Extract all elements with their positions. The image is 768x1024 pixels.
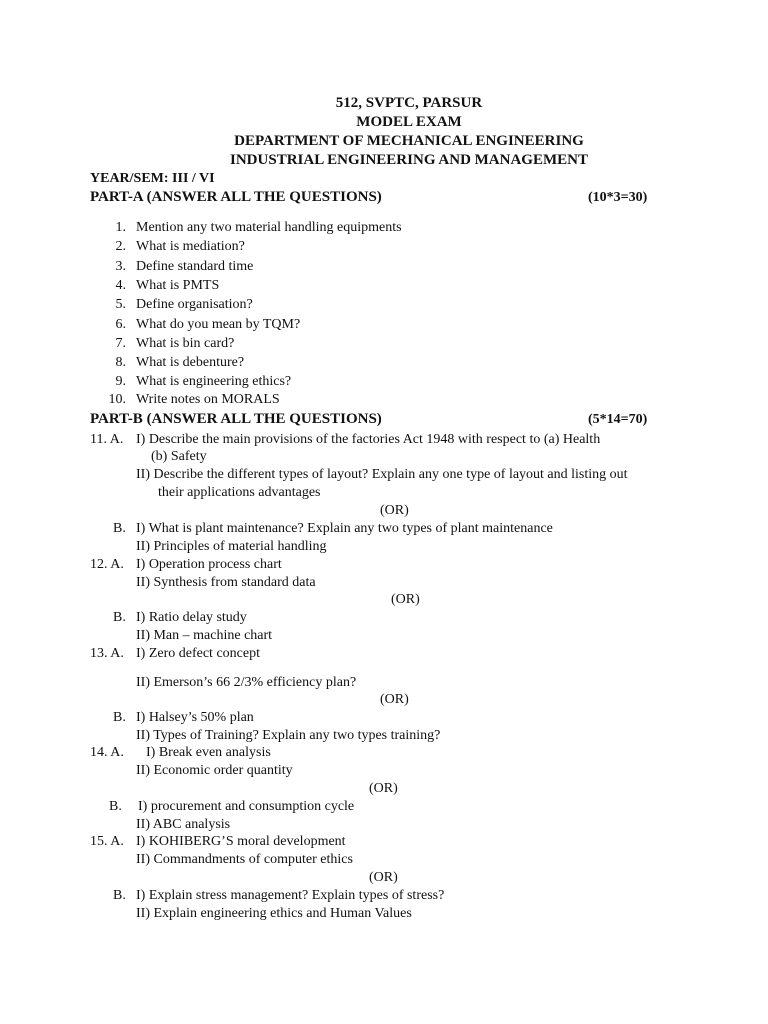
question-text: II) Principles of material handling [136,539,327,554]
question-label: B. [109,799,122,814]
question-number: 5. [115,297,126,312]
question-text: I) Operation process chart [136,557,282,572]
or-separator: (OR) [391,592,420,607]
question-text: What is engineering ethics? [136,374,292,389]
question-text: II) Emerson’s 66 2/3% efficiency plan? [136,675,357,690]
question-number: 6. [115,317,126,332]
question-number: 9. [115,374,126,389]
question-text: II) Explain engineering ethics and Human Values [136,906,412,921]
question-label: 13. A. [90,646,124,661]
question-label: B. [113,521,126,536]
question-number: 10. [108,392,126,407]
question-number: 1. [115,220,126,235]
question-text: Write notes on MORALS [136,392,280,407]
question-text: What is bin card? [136,336,235,351]
or-separator: (OR) [380,503,409,518]
question-text: II) ABC analysis [136,817,231,832]
question-text: I) Zero defect concept [136,646,260,661]
question-number: 4. [115,278,126,293]
question-text: Define standard time [136,259,254,274]
question-text: I) Ratio delay study [136,610,247,625]
question-text: What is PMTS [136,278,220,293]
question-label: 14. A. [90,745,124,760]
or-separator: (OR) [369,781,398,796]
question-number: 3. [115,259,126,274]
or-separator: (OR) [369,870,398,885]
question-label: B. [113,888,126,903]
or-separator: (OR) [380,692,409,707]
question-text: Define organisation? [136,297,253,312]
question-text: What is mediation? [136,239,245,254]
question-text: I) Break even analysis [146,745,271,760]
question-number: 8. [115,355,126,370]
part-b-marks: (5*14=70) [588,412,648,427]
question-label: 15. A. [90,834,124,849]
question-label: B. [113,610,126,625]
question-text: their applications advantages [158,485,321,500]
question-label: 11. A. [90,432,124,447]
question-text: Mention any two material handling equipments [136,220,402,235]
question-text: What is debenture? [136,355,245,370]
question-text: I) Describe the main provisions of the factories Act 1948 with respect to (a) Health [136,432,601,447]
question-text: II) Commandments of computer ethics [136,852,353,867]
question-label: B. [113,710,126,725]
part-a-title: PART-A (ANSWER ALL THE QUESTIONS) [90,189,382,205]
part-b-title: PART-B (ANSWER ALL THE QUESTIONS) [90,411,382,427]
question-text: What do you mean by TQM? [136,317,301,332]
question-text: (b) Safety [151,449,207,464]
department-title: DEPARTMENT OF MECHANICAL ENGINEERING [234,133,584,149]
exam-title: MODEL EXAM [356,114,462,130]
college-name: 512, SVPTC, PARSUR [335,95,483,111]
question-label: 12. A. [90,557,124,572]
part-a-marks: (10*3=30) [588,190,648,205]
question-text: I) Explain stress management? Explain types of stress? [136,888,445,903]
question-text: I) What is plant maintenance? Explain any two types of plant maintenance [136,521,553,536]
question-text: I) KOHIBERG’S moral development [136,834,346,849]
question-text: I) Halsey’s 50% plan [136,710,254,725]
question-text: II) Synthesis from standard data [136,575,316,590]
question-text: I) procurement and consumption cycle [138,799,355,814]
question-text: II) Types of Training? Explain any two types training? [136,728,441,743]
question-text: II) Describe the different types of layout? Explain any one type of layout and listing out [136,467,628,482]
question-number: 2. [115,239,126,254]
question-text: II) Man – machine chart [136,628,273,643]
question-text: II) Economic order quantity [136,763,293,778]
subject-title: INDUSTRIAL ENGINEERING AND MANAGEMENT [230,152,588,168]
year-sem: YEAR/SEM: III / VI [90,171,215,186]
question-number: 7. [115,336,126,351]
